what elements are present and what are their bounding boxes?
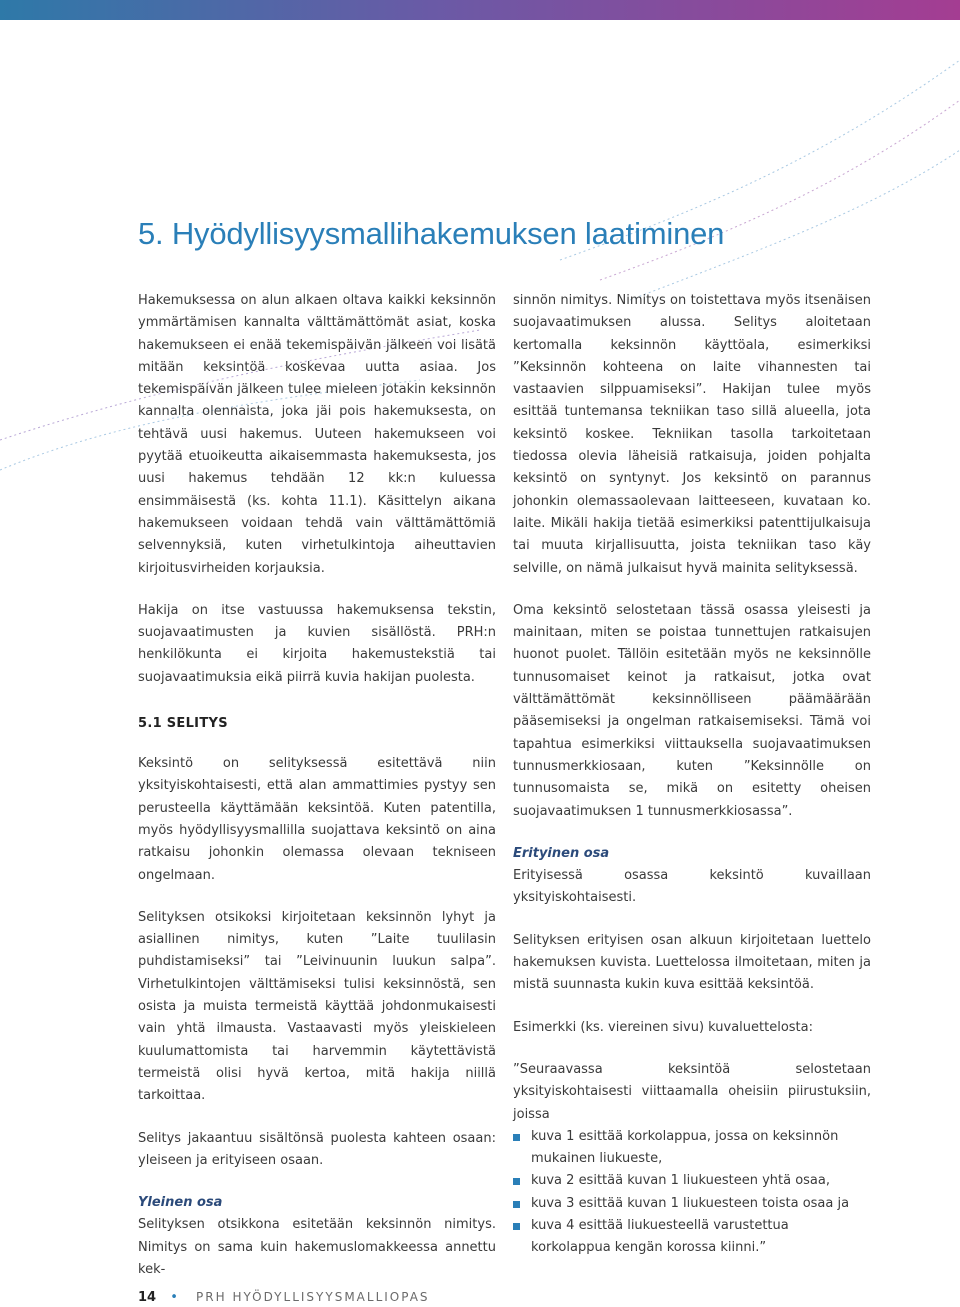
- list-item: [513, 1193, 871, 1215]
- figure-list: [513, 1126, 871, 1260]
- subheading-general: Yleinen osa: [138, 1195, 223, 1211]
- list-item-text: kuva 3 esittää kuvan 1 liukuesteen toista osaa ja: [531, 1195, 850, 1211]
- left-column: [138, 290, 496, 1281]
- right-paragraph-1: sinnön nimitys. Nimitys on toistettava myös itsenäisen suojavaatimuksen alussa. Selitys aloitetaan kertomalla keksinnön käyttöala, esimerkiksi ”Keksinnön kohteena on laite vihannesten tai vastaavien silppuamiseksi”. Hakijan tulee myös esittää tuntemansa tekniikan taso sillä alueella, jota keksintö koskee. Tekniikan tasolla tarkoitetaan tiedossa olevia läheisiä ratkaisuja, joiden pohjalta keksintö on syntynyt. Jos keksintö on parannus johonkin olemassaolevaan laitteeseen, kuvataan ko. laite. Mikäli hakija tietää esimerkiksi patenttijulkaisuja tai muuta kirjallisuutta, joista tekniikan taso käy selville, on nämä julkaisut hyvä mainita selityksessä.: [513, 293, 871, 576]
- square-bullet-icon: [513, 1201, 520, 1208]
- list-item: [513, 1215, 871, 1260]
- list-item-text: kuva 4 esittää liukuesteellä varustettua korkolappua kengän korossa kiinni.”: [531, 1217, 789, 1256]
- left-paragraph-3: Keksintö on selityksessä esitettävä niin yksityiskohtaisesti, että alan ammattimies pystyy sen perusteella käyttämään keksintöä. Kuten patentilla, myös hyödyllisyysmallilla suojattava keksintö on aina ratkaisu johonkin olemassa olevaan tekniseen ongelmaan.: [138, 756, 496, 883]
- left-paragraph-4: Selityksen otsikoksi kirjoitetaan keksinnön lyhyt ja asiallinen nimitys, kuten ”Laite tuulilasin puhdistamiseksi” tai ”Leivinuunin luukun salpa”. Virhetulkintojen välttämiseksi tulisi keksinnöstä, sen osista ja muista termeistä käyttää johdonmukaisesti vain yhtä ilmausta. Vastaavasti myös yleiskieleen kuulumattomista tai harvemmin käytettävistä termeistä olisi hyvä kertoa, mitä hakija niillä tarkoittaa.: [138, 909, 496, 1104]
- right-column: [513, 290, 871, 1260]
- general-part-block: [138, 1192, 496, 1281]
- list-item-text: kuva 2 esittää kuvan 1 liukuesteen yhtä osaa,: [531, 1173, 830, 1189]
- top-gradient-bar: [0, 0, 960, 20]
- left-paragraph-5: Selitys jakaantuu sisältönsä puolesta kahteen osaan: yleiseen ja erityiseen osaan.: [138, 1130, 496, 1168]
- subheading-specific: Erityinen osa: [513, 845, 610, 861]
- footer-separator: •: [170, 1290, 180, 1305]
- right-paragraph-4: Selityksen erityisen osan alkuun kirjoitetaan luettelo hakemuksen kuvista. Luettelossa ilmoitetaan, miten ja mistä suunnasta kukin kuva esittää keksintöä.: [513, 932, 871, 993]
- list-item: [513, 1126, 871, 1171]
- square-bullet-icon: [513, 1178, 520, 1185]
- page-footer: [138, 1290, 430, 1305]
- left-paragraph-6: Selityksen otsikkona esitetään keksinnön nimitys. Nimitys on sama kuin hakemuslomakkeessa annettu kek-: [138, 1217, 496, 1277]
- section-heading: 5.1 SELITYS: [138, 716, 228, 732]
- list-item-text: kuva 1 esittää korkolappua, jossa on keksinnön mukainen liukueste,: [531, 1128, 839, 1167]
- publication-name: PRH HYÖDYLLISYYSMALLIOPAS: [196, 1290, 430, 1304]
- page-number: 14: [138, 1290, 157, 1305]
- right-paragraph-5: Esimerkki (ks. viereinen sivu) kuvaluettelosta:: [513, 1019, 813, 1035]
- right-paragraph-3: Erityisessä osassa keksintö kuvaillaan yksityiskohtaisesti.: [513, 868, 871, 906]
- page-title: 5. Hyödyllisyysmallihakemuksen laatiminen: [138, 216, 725, 251]
- list-item: [513, 1170, 871, 1192]
- right-paragraph-6: ”Seuraavassa keksintöä selostetaan yksityiskohtaisesti viittaamalla oheisiin piirustuksiin, joissa: [513, 1061, 871, 1122]
- square-bullet-icon: [513, 1134, 520, 1141]
- square-bullet-icon: [513, 1223, 520, 1230]
- right-paragraph-2: Oma keksintö selostetaan tässä osassa yleisesti ja mainitaan, miten se poistaa tunnettujen ratkaisujen huonot puolet. Tällöin esitetään myös ne keksinnölle tunnusomaiset keinot ja ratkaisut, jotka ovat välttämättömät keksinnölliseen päämäärään pääsemiseksi ja ongelman ratkaisemiseksi. Tämä voi tapahtua esimerkiksi viittauksella suojavaatimuksen tunnusmerkkiosaan, kuten ”Keksinnölle on tunnusomaista se, mikä on esitetty oheisen suojavaatimuksen 1 tunnusmerkkiosassa”.: [513, 602, 871, 819]
- specific-part-block: [513, 843, 871, 910]
- left-paragraph-2: Hakija on itse vastuussa hakemuksensa tekstin, suojavaatimusten ja kuvien sisällöstä. PRH:n henkilökunta ei kirjoita hakemustekstiä tai suojavaatimuksia eikä piirrä kuvia hakijan puolesta.: [138, 602, 496, 685]
- left-paragraph-1: Hakemuksessa on alun alkaen oltava kaikki keksinnön ymmärtämisen kannalta välttämättömät asiat, koska hakemukseen ei enää tekemispäivän jälkeen voi lisätä mitään keksintöä koskevaa uutta asiaa. Jos tekemispäivän jälkeen tulee mieleen jotakin keksinnön kannalta olennaista, joka jäi pois hakemuksesta, on tehtävä uusi hakemus. Uuteen hakemukseen voi pyytää etuoikeutta aikaisemmasta hakemuksesta, jos uusi hakemus tehdään 12 kk:n kuluessa ensimmäisestä (ks. kohta 11.1). Käsittelyn aikana hakemukseen voidaan tehdä vain välttämättömiä selvennyksiä, kuten virhetulkintoja aiheuttavien kirjoitusvirheiden korjauksia.: [138, 293, 496, 576]
